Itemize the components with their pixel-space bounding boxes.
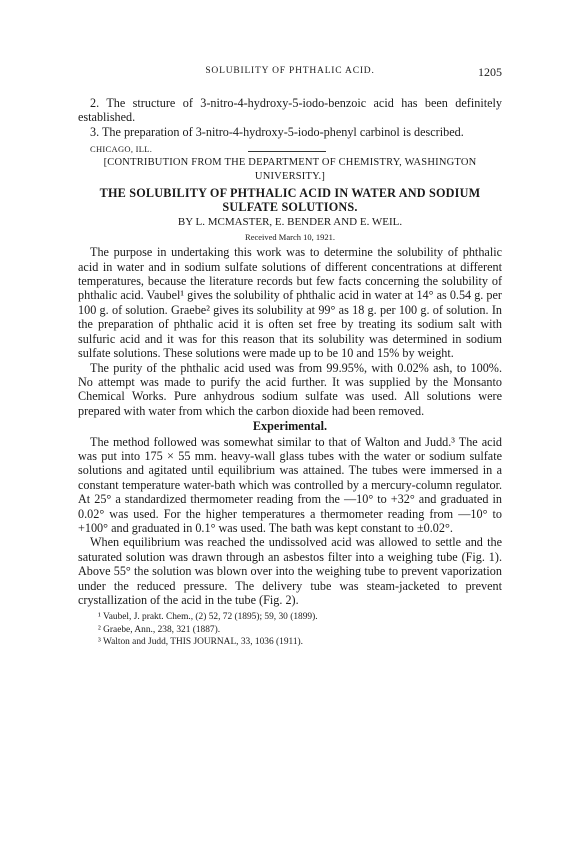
section-divider bbox=[248, 151, 326, 152]
footnote-1: ¹ Vaubel, J. prakt. Chem., (2) 52, 72 (1895); 59, 30 (1899). bbox=[98, 612, 318, 623]
paragraph-purpose: The purpose in undertaking this work was to determine the solubility of phthalic acid in water and in sodium sulfate solutions of different concentrations at different temperatures, because the literature records but few facts concerning the solubility of phthalic acid. Vaubel¹ gives the solubility of phthalic acid in water at 14° as 0.54 g. per 100 g. of solution. Graebe² gives its solubility at 99° as 18 g. per 100 g. of solution. In the preparation of phthalic acid it is often set free by treating its sodium salt with sulfuric acid and it was for this reason that its solubility was determined in sodium sulfate solutions. These solutions were made up to be 10 and 15% by weight. bbox=[78, 245, 502, 361]
contribution-line: [CONTRIBUTION FROM THE DEPARTMENT OF CHEMISTRY, WASHINGTON UNIVERSITY.] bbox=[103, 156, 477, 183]
article-title: THE SOLUBILITY OF PHTHALIC ACID IN WATER AND SODIUM SULFATE SOLUTIONS. bbox=[99, 186, 481, 215]
footnotes bbox=[78, 611, 502, 648]
footnote-2: ² Graebe, Ann., 238, 321 (1887). bbox=[98, 624, 221, 635]
received-date: Received March 10, 1921. bbox=[245, 231, 335, 242]
experimental-heading: Experimental. bbox=[252, 419, 328, 434]
page-body bbox=[78, 96, 502, 649]
page-header bbox=[78, 66, 502, 82]
conclusion-item-2: 2. The structure of 3-nitro-4-hydroxy-5-iodo-benzoic acid has been definitely established. bbox=[78, 96, 502, 125]
paragraph-method: The method followed was somewhat similar to that of Walton and Judd.³ The acid was put into 175 × 55 mm. heavy-wall glass tubes with the water or sodium sulfate solutions and agitated until equilibrium was attained. The tubes were immersed in a constant temperature water-bath which was controlled by a mercury-column regulator. At 25° a standardized thermometer reading from the —10° to +32° and graduated in 0.02° was used. For the higher temperatures a thermometer reading from —10° to +100° and graduated in 0.1° was used. The bath was kept constant to ±0.02°. bbox=[78, 434, 502, 535]
running-title: SOLUBILITY OF PHTHALIC ACID. bbox=[205, 66, 375, 76]
paragraph-purity: The purity of the phthalic acid used was from 99.95%, with 0.02% ash, to 100%. No attempt was made to purify the acid further. It was supplied by the Monsanto Chemical Works. Pure anhydrous sodium sulfate was used. All solutions were prepared with water from which the carbon dioxide had been removed. bbox=[78, 360, 502, 418]
affiliation-city: CHICAGO, ILL. bbox=[90, 144, 153, 155]
conclusion-item-3: 3. The preparation of 3-nitro-4-hydroxy-5-iodo-phenyl carbinol is described. bbox=[90, 124, 464, 139]
paragraph-equilibrium: When equilibrium was reached the undissolved acid was allowed to settle and the saturated solution was drawn through an asbestos filter into a weighing tube (Fig. 1). Above 55° the solution was blown over into the weighing tube to prevent vaporization under the reduced pressure. The delivery tube was steam-jacketed to prevent crystallization of the acid in the tube (Fig. 2). bbox=[78, 535, 502, 607]
footnote-3: ³ Walton and Judd, THIS JOURNAL, 33, 1036 (1911). bbox=[98, 637, 303, 648]
article-authors: BY L. MCMASTER, E. BENDER AND E. WEIL. bbox=[177, 216, 403, 229]
page-number: 1205 bbox=[478, 65, 502, 79]
